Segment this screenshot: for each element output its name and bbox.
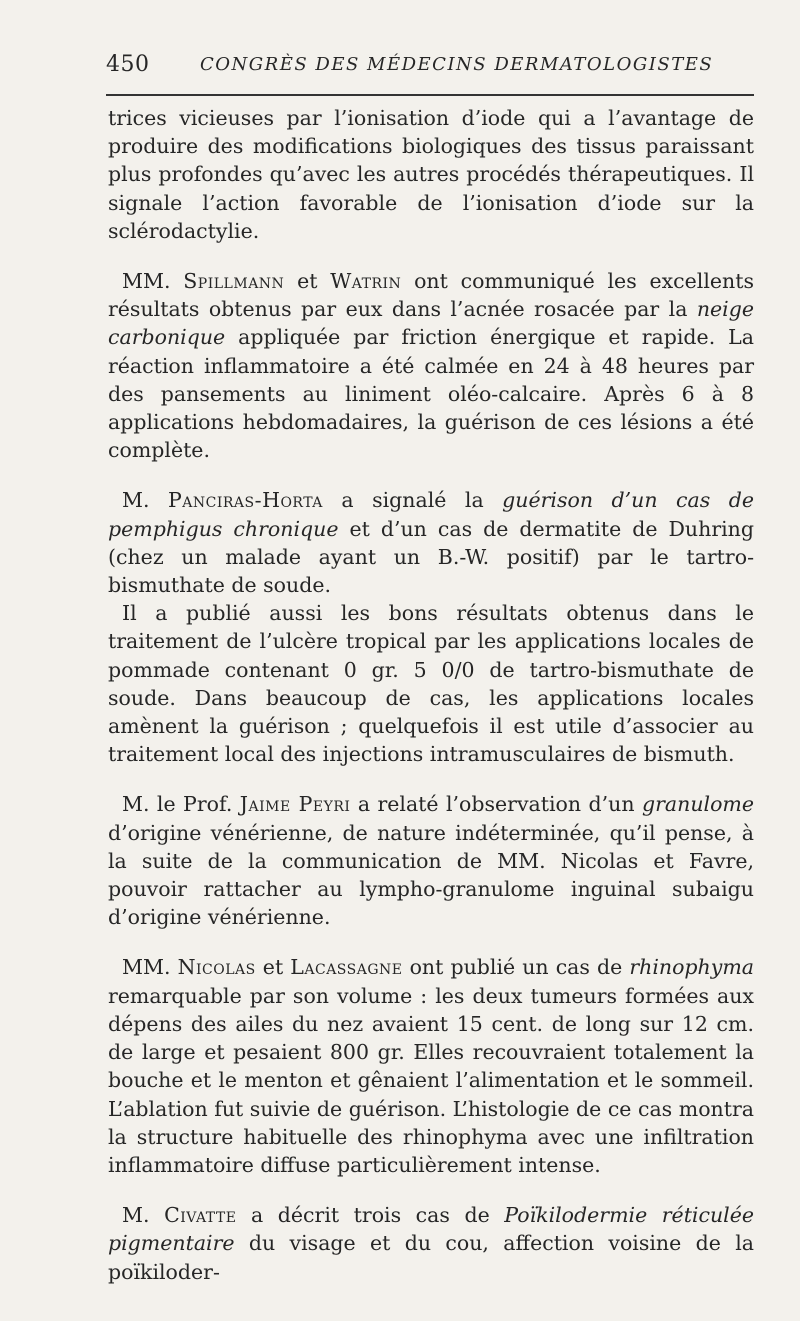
p7-italic: Poïkilodermie réticulée pigmentaire	[108, 1203, 754, 1256]
author-watrin: Watrin	[330, 269, 402, 294]
p6-italic: rhinophyma	[629, 955, 754, 980]
author-spillmann: Spillmann	[183, 269, 285, 294]
running-title: CONGRÈS DES MÉDECINS DERMATOLOGISTES	[200, 54, 714, 75]
author-nicolas: Nicolas	[177, 955, 256, 980]
paragraph-4	[108, 599, 754, 768]
page-number: 450	[106, 52, 150, 77]
author-jaime-peyri: Jaime Peyri	[239, 792, 351, 817]
header-rule	[106, 94, 754, 96]
paragraph-7	[108, 1201, 754, 1286]
p6-lead: MM.	[122, 955, 178, 980]
p2-text-1: ont communiqué les excellents résultats obtenus par eux dans l’acnée rosacée par la	[108, 269, 754, 322]
p3-text-2: et d’un cas de dermatite de Duhring (chez un malade ayant un B.-W. positif) par le tartro-bismuthate de soude.	[108, 516, 754, 598]
p3-lead: M.	[122, 488, 168, 513]
p7-text-2: du visage et du cou, affection voisine de la poïkiloder-	[108, 1231, 754, 1284]
author-panciras-horta: Panciras-Horta	[168, 488, 323, 513]
p5-text-2: d’origine vénérienne, de nature indéterminée, qu’il pense, à la suite de la communication de MM. Nicolas et Favre, pouvoir rattacher au lympho-granulome inguinal subaigu d’origine vénérienne.	[108, 820, 754, 930]
p2-lead: MM.	[122, 269, 184, 294]
paragraph-1	[108, 104, 754, 245]
p2-italic: neige carbonique	[108, 297, 754, 350]
p2-text-2: appliquée par friction énergique et rapide. La réaction inflammatoire a été calmée en 24 à 48 heures par des pansements au liniment oléo-calcaire. Après 6 à 8 applications hebdomadaires, la guérison de ces lésions a été complète.	[108, 325, 754, 463]
p6-and: et	[255, 955, 291, 980]
p5-text-1: a relaté l’observation d’un	[350, 792, 642, 817]
p2-and: et	[284, 269, 331, 294]
page-body	[108, 104, 754, 1286]
paragraph-5	[108, 790, 754, 931]
p6-text-1: ont publié un cas de	[402, 955, 630, 980]
paragraph-6	[108, 953, 754, 1179]
paragraph-4-text: Il a publié aussi les bons résultats obtenus dans le traitement de l’ulcère tropical par les applications locales de pommade contenant 0 gr. 5 0/0 de tartro-bismuthate de soude. Dans beaucoup de cas, les applications locales amènent la guérison ; quelquefois il est utile d’associer au traitement local des injections intramusculaires de bismuth.	[108, 601, 754, 767]
author-lacassagne: Lacassagne	[290, 955, 403, 980]
author-civatte: Civatte	[164, 1203, 237, 1228]
p6-text-2: remarquable par son volume : les deux tumeurs formées aux dépens des ailes du nez avaient 15 cent. de long sur 12 cm. de large et pesaient 800 gr. Elles recouvraient totalement la bouche et le menton et gênaient l’alimentation et le sommeil. L’ablation fut suivie de guérison. L’histologie de ce cas montra la structure habituelle des rhinophyma avec une infiltration inflammatoire diffuse particulièrement intense.	[108, 983, 754, 1177]
paragraph-3	[108, 486, 754, 599]
p5-lead: M. le Prof.	[122, 792, 240, 817]
page-header	[106, 50, 754, 90]
p7-lead: M.	[122, 1203, 165, 1228]
p7-text-1: a décrit trois cas de	[236, 1203, 505, 1228]
p5-italic: granulome	[641, 792, 754, 817]
p3-text-1: a signalé la	[322, 488, 503, 513]
paragraph-2	[108, 267, 754, 464]
p3-italic: guérison d’un cas de pemphigus chronique	[108, 488, 755, 541]
paragraph-1-text: trices vicieuses par l’ionisation d’iode qui a l’avantage de produire des modifications biologiques des tissus paraissant plus profondes qu’avec les autres procédés thérapeutiques. Il signale l’action favorable de l’ionisation d’iode sur la sclérodactylie.	[108, 106, 754, 243]
